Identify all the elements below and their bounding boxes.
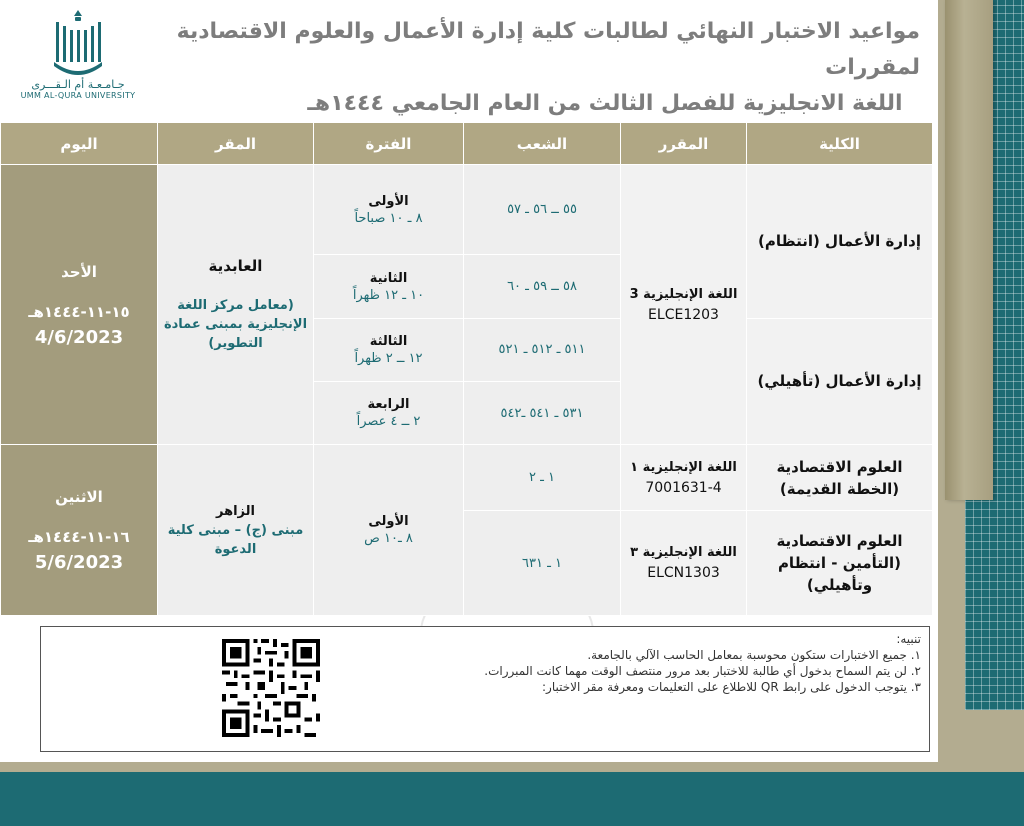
period-cell	[314, 445, 464, 616]
place-cell	[158, 165, 314, 445]
day-cell	[1, 445, 158, 616]
sections-cell: ١ ـ ٢	[464, 445, 621, 511]
course-code: ELCE1203	[648, 306, 719, 323]
table-header-row	[1, 123, 933, 165]
faculty-cell: العلوم الاقتصادية (التأمين - انتظام وتأهيلي)	[747, 511, 933, 616]
faculty-cell: العلوم الاقتصادية (الخطة القديمة)	[747, 445, 933, 511]
exam-schedule-table	[0, 122, 933, 616]
period-cell	[314, 381, 464, 444]
table-row	[1, 445, 933, 511]
place-name: العابدية	[208, 256, 263, 275]
course-code: ELCN1303	[647, 565, 720, 582]
period-cell	[314, 318, 464, 381]
sections-cell: ٥١١ ـ ٥١٢ ـ ٥٢١	[464, 318, 621, 381]
day-name: الأحد	[61, 262, 97, 281]
notes-heading: تنبيه:	[896, 632, 921, 646]
course-cell	[621, 165, 747, 445]
period-name: الثالثة	[369, 333, 408, 349]
bottom-teal-band	[0, 772, 1024, 826]
note-item: ٢. لن يتم السماح بدخول أي طالبة للاختبار بعد مرور منتصف الوقت مهما كانت المبررات.	[484, 664, 921, 678]
period-cell	[314, 255, 464, 318]
period-time: ١٢ ــ ٢ ظهراً	[354, 350, 423, 366]
course-code: 7001631-4	[645, 479, 722, 496]
sections-cell: ١ ـ ٦٣١	[464, 511, 621, 616]
logo-arabic-name: جـامـعـة أم الـقـــرى	[31, 78, 125, 91]
header-sections: الشعب	[464, 123, 621, 165]
period-time: ٨ ـ ١٠ صباحاً	[354, 210, 423, 226]
logo-english-name: UMM AL-QURA UNIVERSITY	[20, 91, 136, 100]
page-title	[160, 14, 930, 122]
day-cell	[1, 165, 158, 445]
day-name: الاثنين	[55, 488, 103, 507]
period-time: ٢ ــ ٤ عصراً	[356, 414, 421, 430]
period-name: الأولى	[368, 514, 409, 530]
date-gregorian: 4/6/2023	[34, 326, 124, 348]
place-description: (معامل مركز اللغة الإنجليزية بمبنى عمادة التطوير)	[163, 297, 308, 351]
course-name: اللغة الإنجليزية ١	[630, 459, 737, 475]
place-name: الزاهر	[216, 503, 255, 519]
table-row	[1, 165, 933, 255]
date-hijri: ١٦-١١-١٤٤٤هـ	[28, 528, 130, 547]
place-description: مبنى (ج) – مبنى كلية الدعوة	[167, 522, 304, 557]
header-day: اليوم	[1, 123, 158, 165]
university-logo	[18, 8, 138, 106]
university-emblem-icon	[48, 8, 108, 78]
period-time: ٨ ـ١٠ ص	[364, 531, 413, 547]
date-gregorian: 5/6/2023	[34, 552, 124, 574]
faculty-cell: إدارة الأعمال (انتظام)	[747, 165, 933, 319]
course-name: اللغة الإنجليزية 3	[629, 286, 738, 302]
title-line-2: اللغة الانجليزية للفصل الثالث من العام الجامعي ١٤٤٤هـ	[307, 91, 903, 116]
faculty-cell: إدارة الأعمال (تأهيلي)	[747, 318, 933, 445]
header-faculty: الكلية	[747, 123, 933, 165]
period-time: ١٠ ـ ١٢ ظهراً	[352, 287, 425, 303]
date-hijri: ١٥-١١-١٤٤٤هـ	[28, 302, 130, 321]
header-course: المقرر	[621, 123, 747, 165]
notes-text	[401, 631, 921, 695]
sections-cell: ٥٣١ ـ ٥٤١ ـ٥٤٢	[464, 381, 621, 444]
period-name: الثانية	[369, 270, 408, 286]
course-cell	[621, 445, 747, 511]
sections-cell: ٥٨ ــ ٥٩ ـ ٦٠	[464, 255, 621, 318]
note-item: ٣. يتوجب الدخول على رابط QR للاطلاع على التعليمات ومعرفة مقر الاختبار:	[542, 680, 921, 694]
sections-cell: ٥٥ ــ ٥٦ ـ ٥٧	[464, 165, 621, 255]
course-name: اللغة الإنجليزية ٣	[630, 545, 737, 561]
period-name: الأولى	[368, 193, 409, 209]
header-period: الفترة	[314, 123, 464, 165]
qr-code-icon[interactable]	[222, 639, 320, 737]
gold-bar-decoration	[945, 0, 993, 500]
place-cell	[158, 445, 314, 616]
period-name: الرابعة	[367, 397, 410, 413]
course-cell	[621, 511, 747, 616]
note-item: ١. جميع الاختبارات ستكون محوسبة بمعامل الحاسب الآلي بالجامعة.	[587, 648, 921, 662]
title-line-1: مواعيد الاختبار النهائي لطالبات كلية إدارة الأعمال والعلوم الاقتصادية لمقررات	[176, 19, 920, 80]
notes-box	[40, 626, 930, 752]
period-cell	[314, 165, 464, 255]
header-place: المقر	[158, 123, 314, 165]
bottom-gold-band	[0, 762, 1024, 772]
